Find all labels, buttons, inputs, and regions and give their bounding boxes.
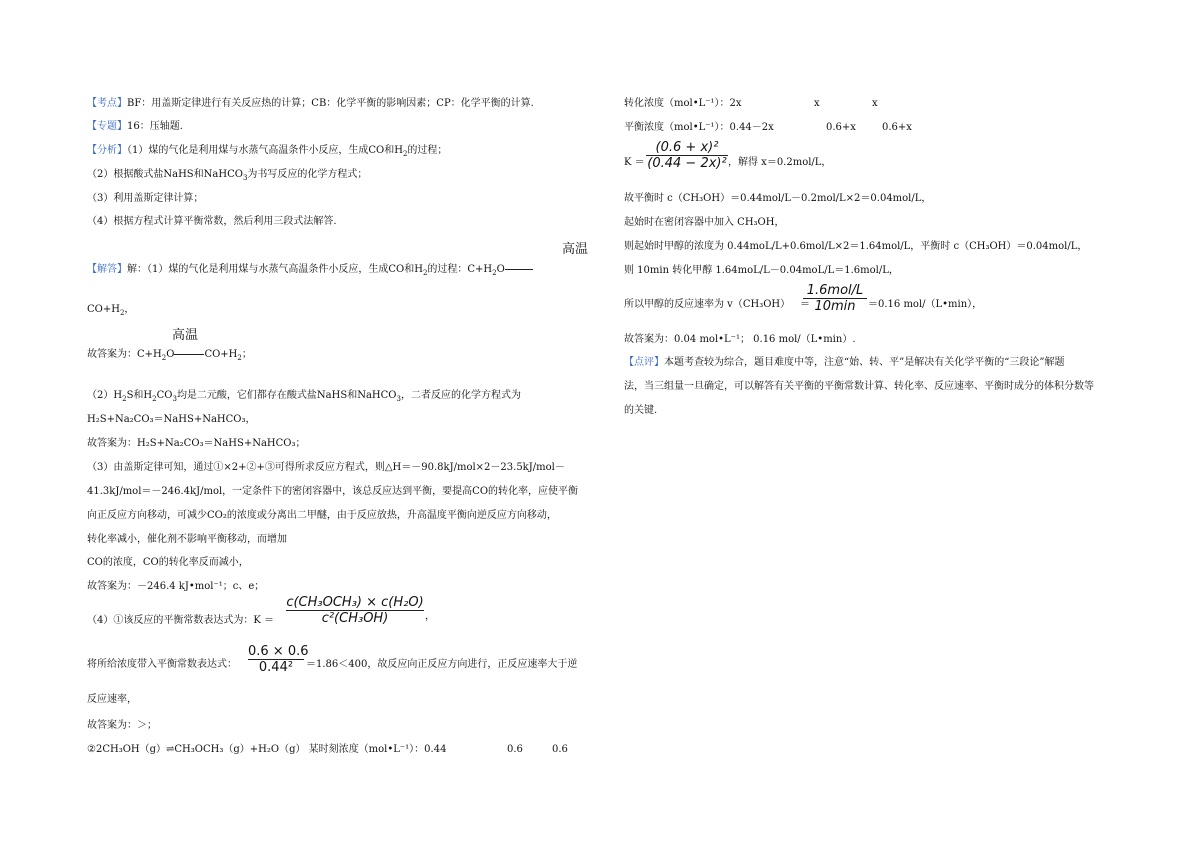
dianping-line-2: 法，当三组量一旦确定，可以解答有关平衡的平衡常数计算、转化率、反应速率、平衡时成分的体积分数等 [624,381,1094,392]
rate-equals: ＝ [800,299,810,310]
answer-1 [87,348,252,362]
right-line-3: 则起始时甲醇的浓度为 0.44moL/L+0.6mol/L×2＝1.64mol/L，平衡时 c（CH₃OH）＝0.04mol/L， [624,241,1088,252]
rate-label: 所以甲醇的反应速率为 v（CH₃OH） [624,299,791,310]
k-denominator: c²(CH₃OH) [321,611,389,626]
fenxi-1-text: （1）煤的气化是利用煤与水蒸气高温条件小反应，生成CO和H [127,145,403,156]
subscript: 3 [396,395,401,403]
answer-4: 故答案为：＞； [87,720,157,731]
equilibrium-value-2: 0.6+x [882,122,912,133]
part-5-line: ②2CH₃OH（g）⇌CH₃OCH₃（g）+H₂O（g） 某时刻浓度（mol•L⁻¹）：0.44 [87,744,447,755]
reaction-arrow-line [505,269,533,270]
part-3-line-1: （3）由盖斯定律可知，通过①×2+②+③可得所求反应方程式，则△H＝－90.8kJ/mol×2－23.5kJ/mol－ [87,462,565,473]
fenxi-1-end: 的过程； [407,145,448,156]
k-solve-fraction [646,140,728,171]
answer-1-end: ； [241,349,252,360]
answer-2: 故答案为：H₂S+Na₂CO₃＝NaHS+NaHCO₃； [87,438,306,449]
co-h2-text: CO+H [87,304,120,315]
k-numerator: c(CH₃OCH₃) × c(H₂O) [286,595,424,610]
k-expression-fraction [286,595,424,626]
part-3-line-2: 41.3kJ/mol＝－246.4kJ/mol，一定条件下的密闭容器中，该总反应达到平衡，要提高CO的转化率，应使平衡 [87,486,579,497]
p4b-text: 将所给浓度带入平衡常数表达式： [87,659,237,670]
zhuanti-line [87,120,183,134]
right-line-4: 则 10min 转化甲醇 1.64moL/L－0.04moL/L＝1.6mol/L， [624,265,899,276]
dianping-text-1: 本题考查较为综合，题目难度中等，注意“始、转、平”是解决有关化学平衡的“三段论”解题 [664,357,1065,368]
rate-fraction [803,283,867,314]
q-denominator: 0.44² [258,660,294,675]
fenxi-2-text: （2）根据酸式盐NaHS和NaHCO [87,169,243,180]
fenxi-tag: 【分析】 [87,145,127,156]
dianping-line-1 [624,356,1064,370]
q-value-fraction [248,644,309,675]
p2-e: ，二者反应的化学方程式为 [400,390,521,401]
conversion-conc-label: 转化浓度（mol•L⁻¹）：2x [624,98,742,109]
fenxi-line-2 [87,168,367,182]
p4-text: （4）①该反应的平衡常数表达式为：K ＝ [87,615,275,626]
subscript: 2 [161,354,167,362]
q-numerator: 0.6 × 0.6 [248,644,309,659]
p2-a: （2）H [87,390,123,401]
conversion-x-1: x [814,98,820,109]
subscript: 2 [422,269,428,277]
p4b-rest: ＝1.86＜400，故反应向正反应方向进行，正反应速率大于逆 [306,659,578,670]
answer-1-product: CO+H [204,349,238,360]
jieda-1-end: O [496,264,505,275]
p2-b: S和H [126,390,153,401]
dianping-tag: 【点评】 [624,357,664,368]
part-3-line-3: 向正反应方向移动，可减少CO₂的浓度或分离出二甲醚，由于反应放热，升高温度平衡向逆反应方向移动， [87,510,557,521]
fenxi-line-3: （3）利用盖斯定律计算； [87,193,204,204]
jieda-tag: 【解答】 [87,264,127,275]
subscript: 3 [172,395,177,403]
part-5-value-2: 0.6 [552,744,568,755]
kaodian-tag: 【考点】 [87,98,127,109]
k-solve-denominator: (0.44 − 2x)² [647,156,727,171]
subscript: 2 [152,395,157,403]
jieda-1-mid: 的过程：C+H [427,264,493,275]
k-solve-numerator: (0.6 + x)² [655,140,719,155]
jieda-line-1 [87,263,533,277]
jieda-1-text: 解：（1）煤的气化是利用煤与水蒸气高温条件小反应，生成CO和H [127,264,423,275]
p2-c: CO [156,390,173,401]
p2-d: 均是二元酸，它们都存在酸式盐NaHS和NaHCO [176,390,397,401]
subscript: 2 [402,150,408,158]
answer-1-text: 故答案为：C+H [87,349,162,360]
subscript: 2 [237,354,242,362]
answer-1-o: O [166,349,175,360]
k-label: K ＝ [624,157,645,168]
p4-end: ， [425,611,435,622]
kaodian-text: BF：用盖斯定律进行有关反应热的计算；CB：化学平衡的影响因素；CP：化学平衡的计算. [127,98,534,109]
high-temp-condition-2: 高温 [172,328,199,343]
co-h2-line [87,303,134,317]
part-5-value-1: 0.6 [507,744,523,755]
fenxi-line-1 [87,144,447,158]
subscript: 3 [242,174,248,182]
subscript: 2 [492,269,497,277]
part-4-line [87,614,274,628]
part-2-equation: H₂S+Na₂CO₃＝NaHS+NaHCO₃， [87,414,256,425]
fenxi-2-end: 为书写反应的化学方程式； [247,169,368,180]
part-3-line-5: CO的浓度，CO的转化率反而减小， [87,557,249,568]
subscript: 2 [122,395,127,403]
zhuanti-tag: 【专题】 [87,121,127,132]
reaction-arrow-line [174,354,204,355]
rate-numerator: 1.6mol/L [806,283,864,298]
equilibrium-conc-label: 平衡浓度（mol•L⁻¹）：0.44－2x [624,122,774,133]
p4b-cont: 反应速率， [87,694,137,705]
answer-3: 故答案为：－246.4 kJ•mol⁻¹；c、e； [87,581,265,592]
kaodian-line [87,97,534,111]
part-2-line [87,389,521,403]
conversion-x-2: x [872,98,878,109]
k-solution: ，解得 x＝0.2mol/L， [728,157,832,168]
part-4b-line [87,658,237,672]
fenxi-line-4: （4）根据方程式计算平衡常数，然后利用三段式法解答. [87,216,337,227]
zhuanti-text: 16：压轴题. [127,121,183,132]
subscript: 2 [119,309,125,317]
high-temp-condition: 高温 [562,242,589,257]
part-3-line-4: 转化率减小，催化剂不影响平衡移动，而增加 [87,534,287,545]
rate-denominator: 10min [814,299,856,314]
right-answer: 故答案为：0.04 mol•L⁻¹； 0.16 mol/（L•min）. [624,334,856,345]
rate-result: ＝0.16 mol/（L•min）， [868,299,983,310]
co-h2-end: ， [124,304,135,315]
right-line-1: 故平衡时 c（CH₃OH）＝0.44mol/L－0.2mol/L×2＝0.04mol/L， [624,193,932,204]
equilibrium-value-1: 0.6+x [826,122,856,133]
right-line-2: 起始时在密闭容器中加入 CH₃OH， [624,217,785,228]
dianping-line-3: 的关键. [624,405,658,416]
